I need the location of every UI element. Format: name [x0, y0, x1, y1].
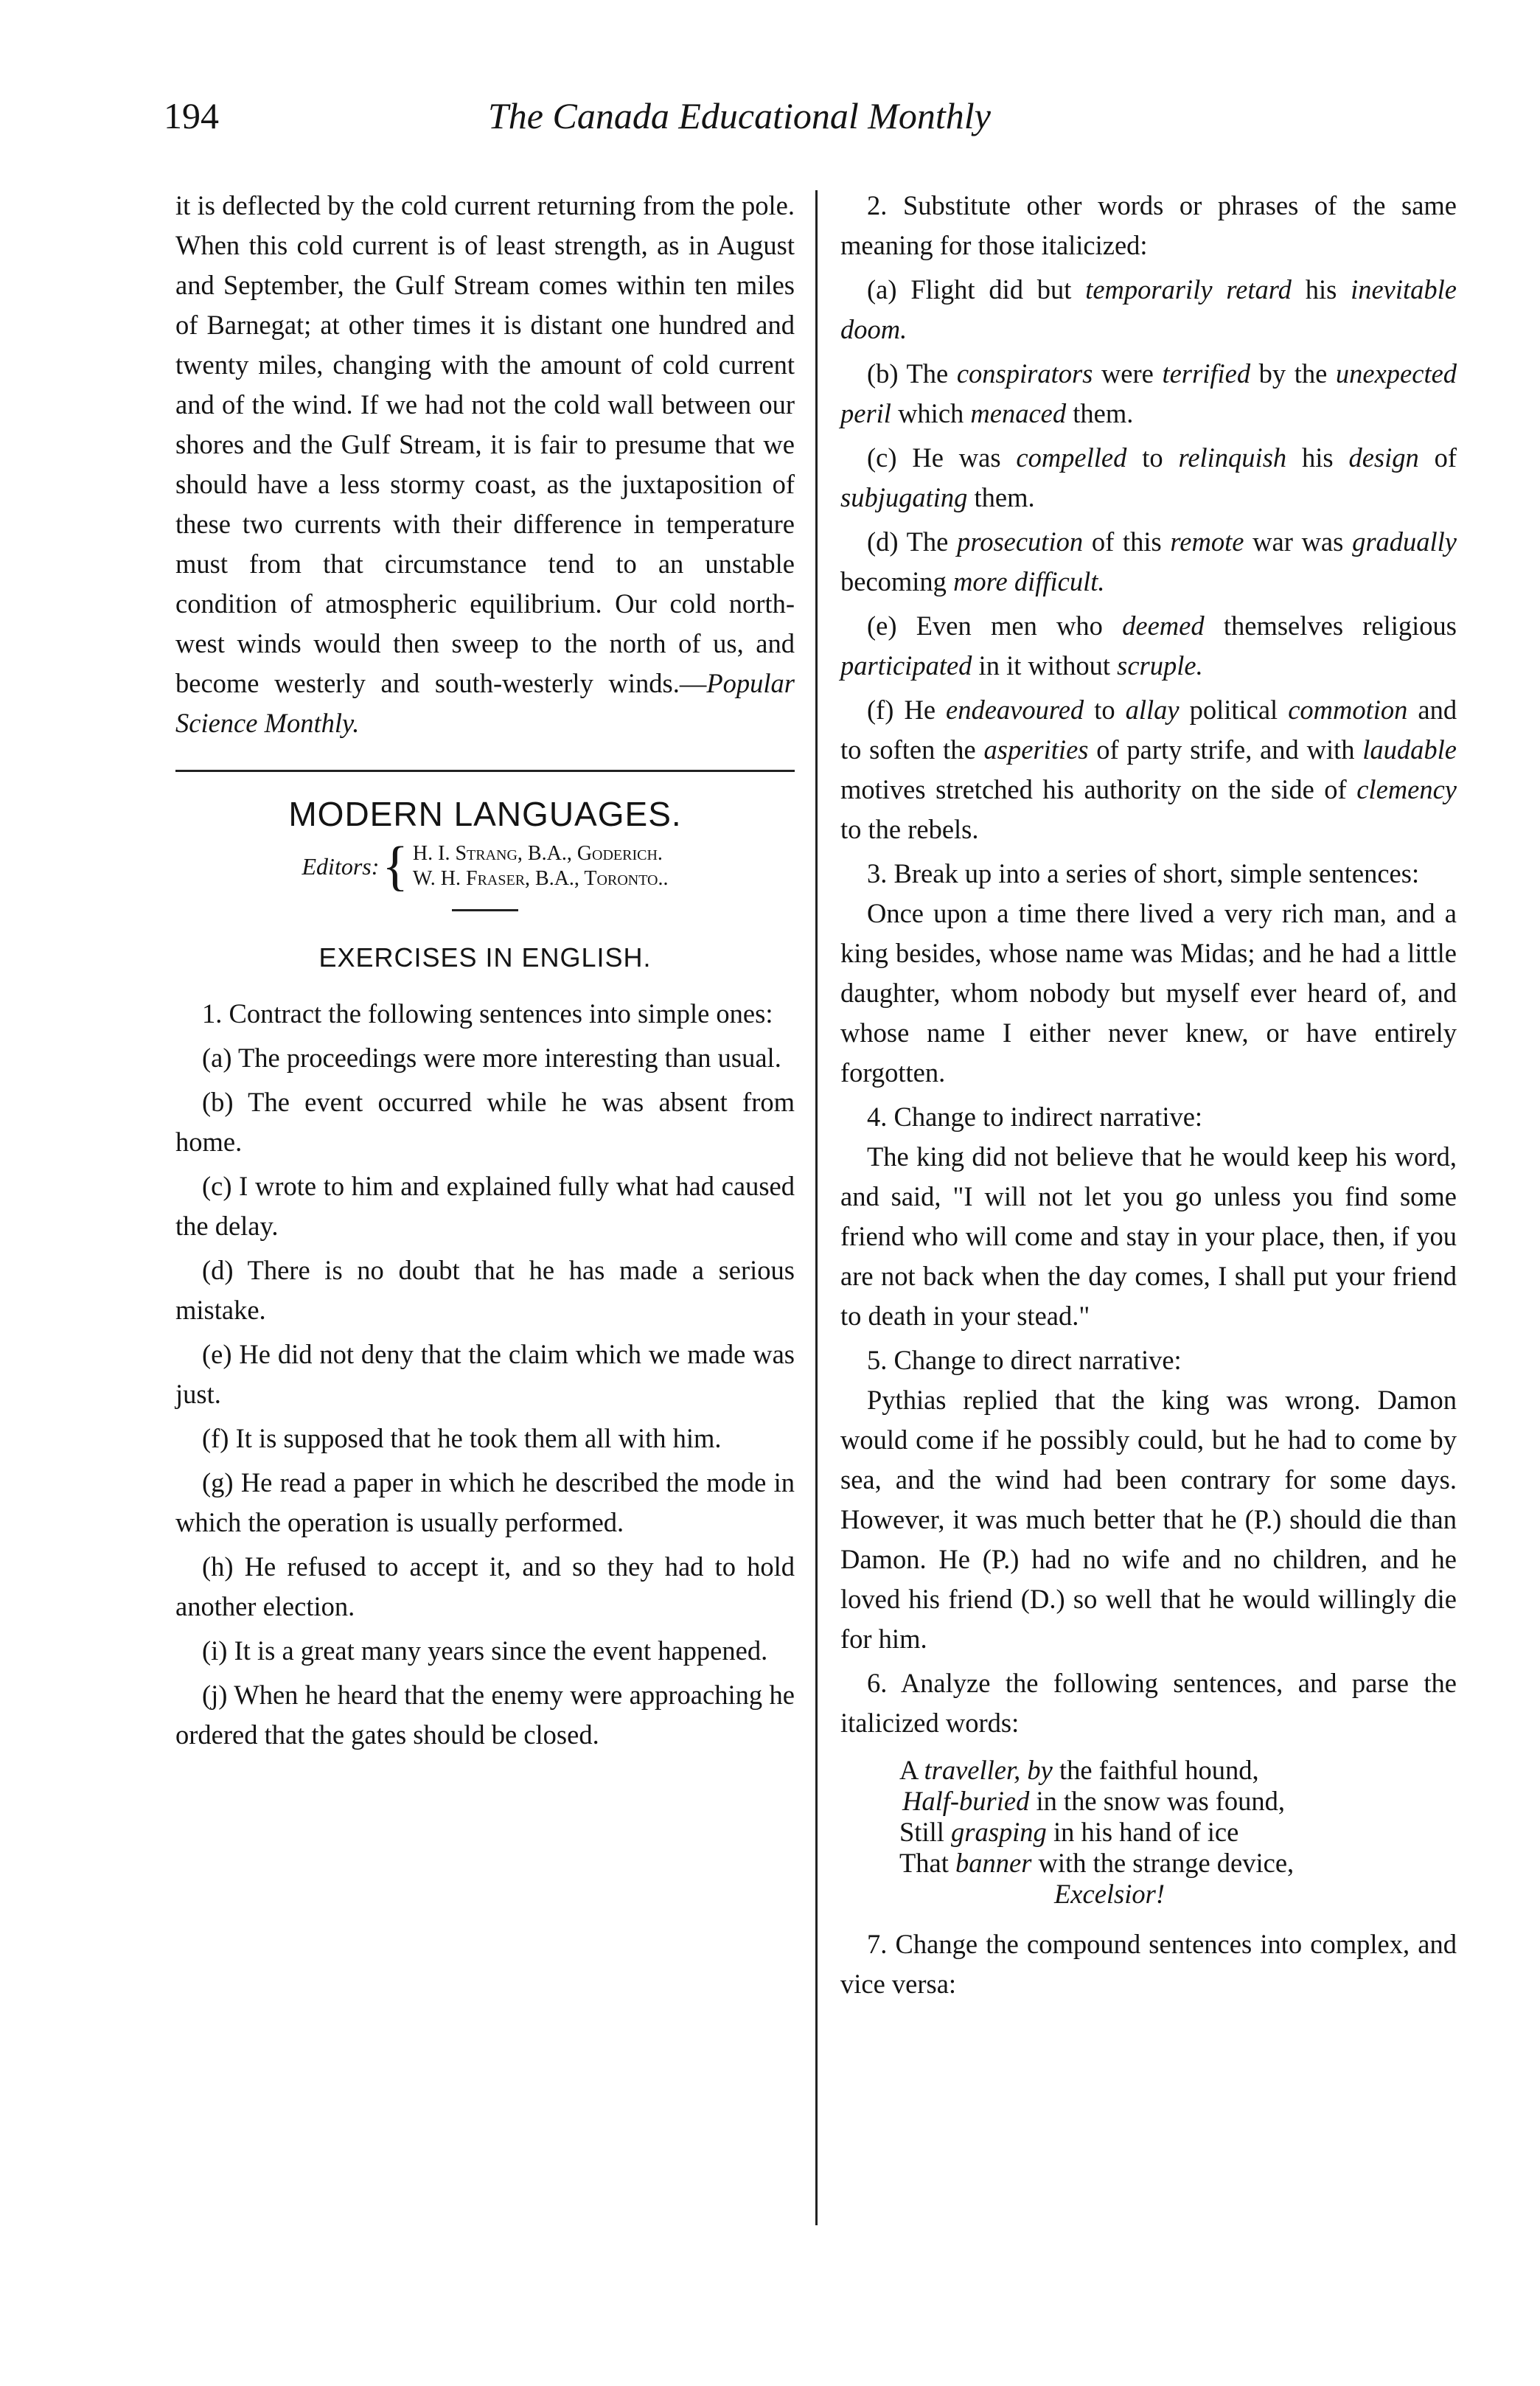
exercise-item: (d) The prosecution of this remote war was gradually becoming more difficult. — [840, 526, 1457, 596]
exercise-item: (a) The proceedings were more interesting than usual. — [202, 1043, 781, 1073]
exercise-question: 6. Analyze the following sentences, and parse the italicized words: — [840, 1668, 1457, 1738]
exercise-item: (b) The event occurred while he was absent from home. — [175, 1087, 795, 1157]
exercise-item: (e) He did not deny that the claim which we made was just. — [175, 1339, 795, 1409]
exercise-item: (j) When he heard that the enemy were approaching he ordered that the gates should be closed. — [175, 1680, 795, 1750]
editors-block — [175, 836, 795, 897]
exercise-question: 3. Break up into a series of short, simple sentences: — [867, 858, 1420, 888]
exercise-item: (e) Even men who deemed themselves religious participated in it without scruple. — [840, 611, 1457, 681]
editors-label: Editors: — [302, 853, 380, 880]
poem-line: That banner with the strange device, — [899, 1848, 1295, 1878]
exercise-passage: Pythias replied that the king was wrong. Damon would come if he possibly could, but he had to come by sea, and the wind had been contrary for some days. However, it was much better that he (P.) should die than Damon. He (P.) had no wife and no children, and he loved his friend (D.) so well that he would willingly die for him. — [840, 1385, 1457, 1654]
exercise-item: (h) He refused to accept it, and so they had to hold another election. — [175, 1551, 795, 1621]
brace-glyph: { — [382, 836, 408, 897]
running-title: The Canada Educational Monthly — [488, 95, 991, 136]
poem-line: Half-buried in the snow was found, — [902, 1786, 1286, 1816]
article-source: Popular Science Monthly. — [175, 668, 795, 738]
right-column — [840, 186, 1457, 2004]
exercise-item: (c) He was compelled to relinquish his design of subjugating them. — [840, 442, 1457, 512]
editor-names — [413, 841, 669, 891]
subsection-title: EXERCISES IN ENGLISH. — [318, 942, 652, 973]
page-header — [164, 94, 1373, 161]
exercise-item: (i) It is a great many years since the event happened. — [202, 1635, 768, 1666]
exercise-item: (f) It is supposed that he took them all with him. — [202, 1423, 722, 1453]
exercise-item: (f) He endeavoured to allay political commotion and to soften the asperities of party strife, and with laudable motives stretched his authority on the side of clemency to the rebels. — [840, 695, 1457, 844]
exercise-question: 1. Contract the following sentences into simple ones: — [202, 998, 773, 1029]
section-rule — [175, 770, 795, 772]
short-rule — [452, 909, 518, 911]
exercise-question: 5. Change to direct narrative: — [867, 1345, 1182, 1375]
article-continuation: it is deflected by the cold current returning from the pole. When this cold current is of least strength, as in August and September, the Gulf Stream comes within ten miles of Barnegat; at other times it is distant one hundred and twenty miles, changing with the amount of cold current and of the wind. If we had not the cold wall between our shores and the Gulf Stream, it is fair to presume that we should have a less stormy coast, as the juxtaposition of these two currents with their difference in temperature must from that circumstance tend to an unstable condition of atmospheric equilibrium. Our cold north-west winds would then sweep to the north of us, and become westerly and south-westerly winds.—Popular Science Monthly. — [175, 190, 795, 738]
exercise-question: 4. Change to indirect narrative: — [867, 1102, 1203, 1132]
column-divider — [815, 190, 818, 2225]
poem-line: Still grasping in his hand of ice — [899, 1817, 1239, 1847]
poem-line: Excelsior! — [1054, 1879, 1165, 1909]
poem-line: A traveller, by the faithful hound, — [899, 1755, 1259, 1785]
section-title: MODERN LANGUAGES. — [288, 795, 682, 833]
editor-name: W. H. Fraser, B.A., Toronto.. — [412, 867, 669, 890]
exercise-question: 2. Substitute other words or phrases of the same meaning for those italicized: — [840, 190, 1457, 260]
exercise-item: (a) Flight did but temporarily retard his inevitable doom. — [840, 274, 1457, 344]
exercise-question: 7. Change the compound sentences into complex, and vice versa: — [840, 1929, 1457, 1999]
left-column — [175, 186, 795, 1755]
editor-name: H. I. Strang, B.A., Goderich. — [412, 842, 663, 865]
exercise-passage: Once upon a time there lived a very rich man, and a king besides, whose name was Midas; and he had a little daughter, whom nobody but myself ever heard of, and whose name I either never knew, or have entirely forgotten. — [840, 898, 1457, 1088]
exercise-item: (b) The conspirators were terrified by the unexpected peril which menaced them. — [840, 358, 1457, 428]
exercise-item: (g) He read a paper in which he described the mode in which the operation is usually performed. — [175, 1467, 795, 1537]
page-number: 194 — [164, 95, 219, 136]
poem-excerpt — [899, 1755, 1457, 1910]
exercise-item: (d) There is no doubt that he has made a serious mistake. — [175, 1255, 795, 1325]
exercise-passage: The king did not believe that he would keep his word, and said, "I will not let you go unless you find some friend who will come and stay in your place, then, if you are not back when the day comes, I shall put your friend to death in your stead." — [840, 1141, 1457, 1331]
exercise-item: (c) I wrote to him and explained fully what had caused the delay. — [175, 1171, 795, 1241]
